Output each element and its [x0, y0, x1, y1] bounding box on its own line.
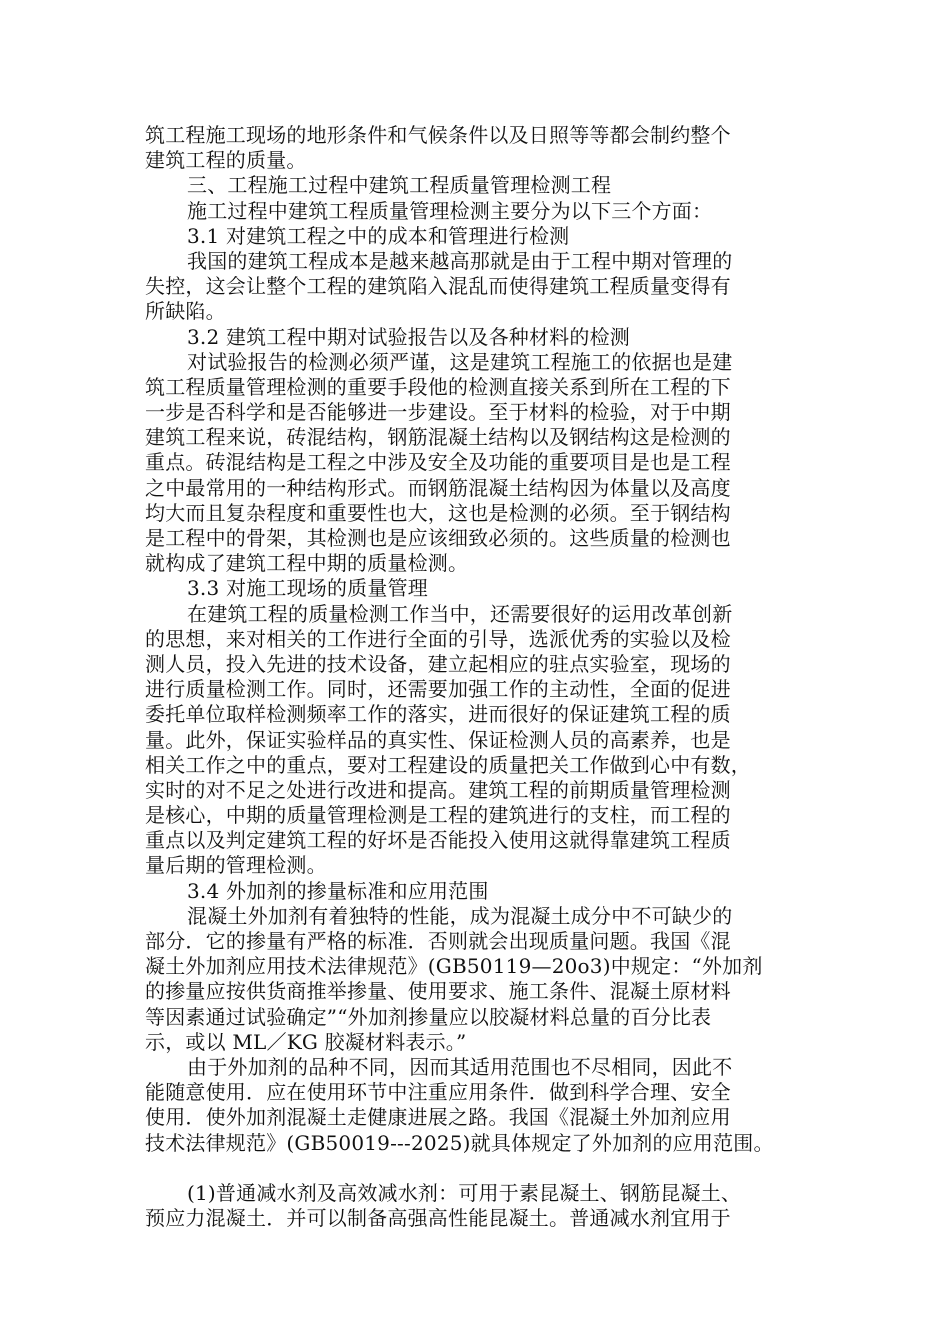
text-line: 进行质量检测工作。同时，还需要加强工作的主动性，全面的促进 [145, 677, 731, 702]
text-line: 建筑工程的质量。 [145, 148, 307, 173]
text-line: 一步是否科学和是否能够进一步建设。至于材料的检验，对于中期 [145, 400, 731, 425]
text-line: (1)普通减水剂及高效减水剂：可用于素昆凝土、钢筋昆凝土、 [187, 1180, 742, 1205]
text-line: 就构成了建筑工程中期的质量检测。 [145, 551, 469, 576]
text-line: 相关工作之中的重点，要对工程建设的质量把关工作做到心中有数， [145, 752, 751, 777]
text-line: 建筑工程来说，砖混结构，钢筋混凝土结构以及钢结构这是检测的 [145, 425, 731, 450]
text-line: 预应力混凝土．并可以制备高强高性能昆凝土。普通减水剂宜用于 [145, 1206, 731, 1231]
text-line: 使用．使外加剂混凝土走健康进展之路。我国《混凝土外加剂应用 [145, 1105, 731, 1130]
text-line: 3.3 对施工现场的质量管理 [187, 576, 428, 601]
text-line: 混凝土外加剂有着独特的性能，成为混凝土成分中不可缺少的 [187, 903, 733, 928]
text-line: 等因素通过试验确定”“外加剂掺量应以胶凝材料总量的百分比表 [145, 1004, 712, 1029]
text-line: 由于外加剂的品种不同，因而其适用范围也不尽相同，因此不 [187, 1054, 733, 1079]
text-line: 的思想，来对相关的工作进行全面的引导，选派优秀的实验以及检 [145, 626, 731, 651]
text-line: 实时的对不足之处进行改进和提高。建筑工程的前期质量管理检测 [145, 777, 731, 802]
text-line: 失控，这会让整个工程的建筑陷入混乱而使得建筑工程质量变得有 [145, 274, 731, 299]
text-line: 3.2 建筑工程中期对试验报告以及各种材料的检测 [187, 324, 630, 349]
text-line: 委托单位取样检测频率工作的落实，进而很好的保证建筑工程的质 [145, 702, 731, 727]
text-line: 3.1 对建筑工程之中的成本和管理进行检测 [187, 223, 570, 248]
text-line: 的掺量应按供货商推举掺量、使用要求、施工条件、混凝土原材料 [145, 979, 731, 1004]
text-line: 技术法律规范》(GB50019---2025)就具体规定了外加剂的应用范围。 [145, 1130, 774, 1155]
text-line: 所缺陷。 [145, 299, 226, 324]
text-line: 对试验报告的检测必须严谨，这是建筑工程施工的依据也是建 [187, 349, 733, 374]
text-line: 施工过程中建筑工程质量管理检测主要分为以下三个方面： [187, 198, 713, 223]
text-line: 三、工程施工过程中建筑工程质量管理检测工程 [187, 173, 612, 198]
text-line: 量。此外，保证实验样品的真实性、保证检测人员的高素养，也是 [145, 727, 731, 752]
text-line: 部分．它的掺量有严格的标准．否则就会出现质量问题。我国《混 [145, 929, 731, 953]
text-line: 我国的建筑工程成本是越来越高那就是由于工程中期对管理的 [187, 248, 733, 273]
text-line: 筑工程质量管理检测的重要手段他的检测直接关系到所在工程的下 [145, 374, 731, 399]
text-line: 是工程中的骨架，其检测也是应该细致必须的。这些质量的检测也 [145, 526, 731, 550]
text-line: 均大而且复杂程度和重要性也大，这也是检测的必须。至于钢结构 [145, 500, 731, 525]
text-line: 测人员，投入先进的技术设备，建立起相应的驻点实验室，现场的 [145, 651, 731, 676]
text-line: 凝土外加剂应用技术法律规范》(GB50119—20o3)中规定：“外加剂 [145, 954, 763, 979]
text-line: 能随意使用．应在使用环节中注重应用条件．做到科学合理、安全 [145, 1080, 731, 1105]
text-line: 3.4 外加剂的掺量标准和应用范围 [187, 878, 489, 903]
document-body [145, 123, 795, 1231]
blank-line [145, 1156, 795, 1181]
text-line: 量后期的管理检测。 [145, 853, 327, 878]
text-line: 筑工程施工现场的地形条件和气候条件以及日照等等都会制约整个 [145, 123, 731, 147]
text-line: 重点以及判定建筑工程的好坏是否能投入使用这就得靠建筑工程质 [145, 828, 731, 853]
text-line: 示，或以 ML／KG 胶凝材料表示。” [145, 1029, 467, 1054]
text-line: 之中最常用的一种结构形式。而钢筋混凝土结构因为体量以及高度 [145, 475, 731, 500]
text-line: 在建筑工程的质量检测工作当中，还需要很好的运用改革创新 [187, 601, 733, 626]
text-line: 重点。砖混结构是工程之中涉及安全及功能的重要项目是也是工程 [145, 450, 731, 475]
text-line: 是核心，中期的质量管理检测是工程的建筑进行的支柱，而工程的 [145, 803, 731, 828]
